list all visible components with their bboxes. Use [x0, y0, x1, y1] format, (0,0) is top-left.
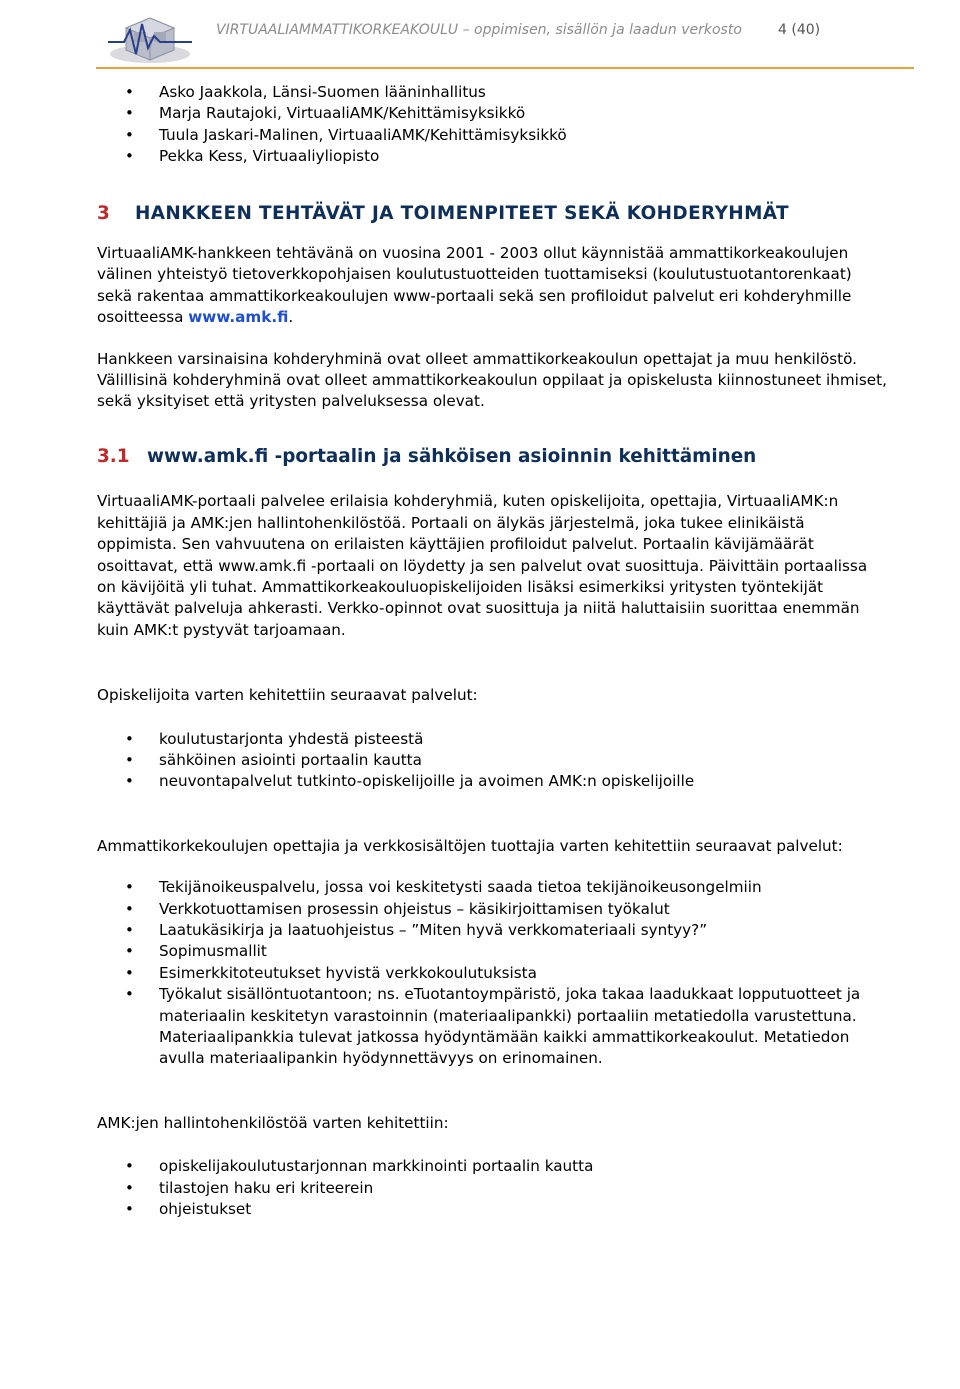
- section-3-paragraph-1: [97, 243, 887, 329]
- list-item: • Pekka Kess, Virtuaaliyliopisto: [97, 146, 887, 167]
- list-item: • Työkalut sisällöntuotantoon; ns. eTuotantoympäristö, joka takaa laadukkaat lopputuotteet ja materiaalin keskitetyn varastoinnin (materiaalipankki) portaaliin metatiedolla varustettuna. Materiaalipankkia tulevat jatkossa hyödyntämään kaikki ammattikorkeakoulut. Metatiedon avulla materiaalipankin hyödynnettävyys on erinomainen.: [97, 984, 887, 1070]
- list-item: • Verkkotuottamisen prosessin ohjeistus – käsikirjoittamisen työkalut: [97, 899, 887, 920]
- section-3-paragraph-2: Hankkeen varsinaisina kohderyhminä ovat olleet ammattikorkeakoulun opettajat ja muu henkilöstö. Välillisinä kohderyhminä ovat olleet ammattikorkeakoulun oppilaat ja opiskelusta kiinnostuneet ihmiset, sekä yksityiset että yritysten palveluksessa olevat.: [97, 349, 887, 411]
- header-divider: [96, 67, 914, 69]
- section-3-1-paragraph: VirtuaaliAMK-portaali palvelee erilaisia kohderyhmiä, kuten opiskelijoita, opettajia, VirtuaaliAMK:n kehittäjiä ja AMK:jen hallintohenkilöstöä. Portaali on älykäs järjestelmä, joka tukee elinikäistä oppimista. Sen vahvuutena on erilaisten käyttäjien profiloidut palvelut. Portaalin kävijämäärät osoittavat, että www.amk.fi -portaali on löydetty ja sen palvelut ovat suosittuja. Päivittäin portaalissa on kävijöitä yli tuhat. Ammattikorkeakouluopiskelijoiden lisäksi esimerkiksi yritysten työntekijät käyttävät palveluja ahkerasti. Verkko-opinnot ovat suosittuja ja niitä haluttaisiin suorittaa enemmän kuin AMK:t pystyvät tarjoamaan.: [97, 492, 868, 639]
- section-title: www.amk.fi -portaalin ja sähköisen asioinnin kehittäminen: [147, 445, 757, 467]
- list-item: • tilastojen haku eri kriteerein: [97, 1178, 887, 1199]
- teachers-services-list: [97, 877, 887, 1070]
- page-number: 4 (40): [778, 22, 821, 38]
- list-item: • Tekijänoikeuspalvelu, jossa voi keskitetysti saada tietoa tekijänoikeusongelmiin: [97, 877, 887, 898]
- admin-services-list: [97, 1156, 887, 1220]
- students-intro: Opiskelijoita varten kehitettiin seuraavat palvelut:: [97, 686, 478, 705]
- paragraph-end: .: [288, 308, 294, 327]
- list-item: • sähköinen asiointi portaalin kautta: [97, 750, 887, 771]
- section-number: 3.1: [97, 445, 130, 467]
- section-3-1-heading: [97, 446, 887, 467]
- list-item: • Marja Rautajoki, VirtuaaliAMK/Kehittämisyksikkö: [97, 103, 887, 124]
- list-item: • Laatukäsikirja ja laatuohjeistus – ”Miten hyvä verkkomateriaali syntyy?”: [97, 920, 887, 941]
- section-number: 3: [97, 202, 111, 224]
- virtuaaliamk-logo-icon: [104, 10, 196, 66]
- list-item: • opiskelijakoulutustarjonnan markkinointi portaalin kautta: [97, 1156, 887, 1177]
- list-item: • ohjeistukset: [97, 1199, 887, 1220]
- teachers-intro: Ammattikorkekoulujen opettajia ja verkkosisältöjen tuottajia varten kehitettiin seuraavat palvelut:: [97, 836, 843, 855]
- admin-intro: AMK:jen hallintohenkilöstöä varten kehitettiin:: [97, 1113, 449, 1132]
- document-body: [97, 82, 887, 1220]
- amk-link[interactable]: www.amk.fi: [188, 308, 289, 327]
- students-services-list: [97, 729, 887, 793]
- header-title: VIRTUAALIAMMATTIKORKEAKOULU – oppimisen, sisällön ja laadun verkosto: [216, 22, 742, 38]
- list-item: • Tuula Jaskari-Malinen, VirtuaaliAMK/Kehittämisyksikkö: [97, 125, 887, 146]
- list-item: • neuvontapalvelut tutkinto-opiskelijoille ja avoimen AMK:n opiskelijoille: [97, 771, 887, 792]
- section-3-heading: [97, 203, 887, 224]
- list-item: • koulutustarjonta yhdestä pisteestä: [97, 729, 887, 750]
- list-item: • Asko Jaakkola, Länsi-Suomen lääninhallitus: [97, 82, 887, 103]
- list-item: • Sopimusmallit: [97, 941, 887, 962]
- list-item: • Esimerkkitoteutukset hyvistä verkkokoulutuksista: [97, 963, 887, 984]
- page-header: [0, 0, 960, 70]
- section-title: HANKKEEN TEHTÄVÄT JA TOIMENPITEET SEKÄ KOHDERYHMÄT: [135, 202, 789, 224]
- paragraph-text: VirtuaaliAMK-hankkeen tehtävänä on vuosina 2001 - 2003 ollut käynnistää ammattikorkeakoulujen välinen yhteistyö tietoverkkopohjaisen koulutustuotteiden tuottamiseksi (koulutustuotantorenkaat) sekä rakentaa ammattikorkeakoulujen www-portaali sekä sen profiloidut palvelut eri kohderyhmille osoitteessa: [97, 244, 852, 327]
- participants-list: [97, 82, 887, 168]
